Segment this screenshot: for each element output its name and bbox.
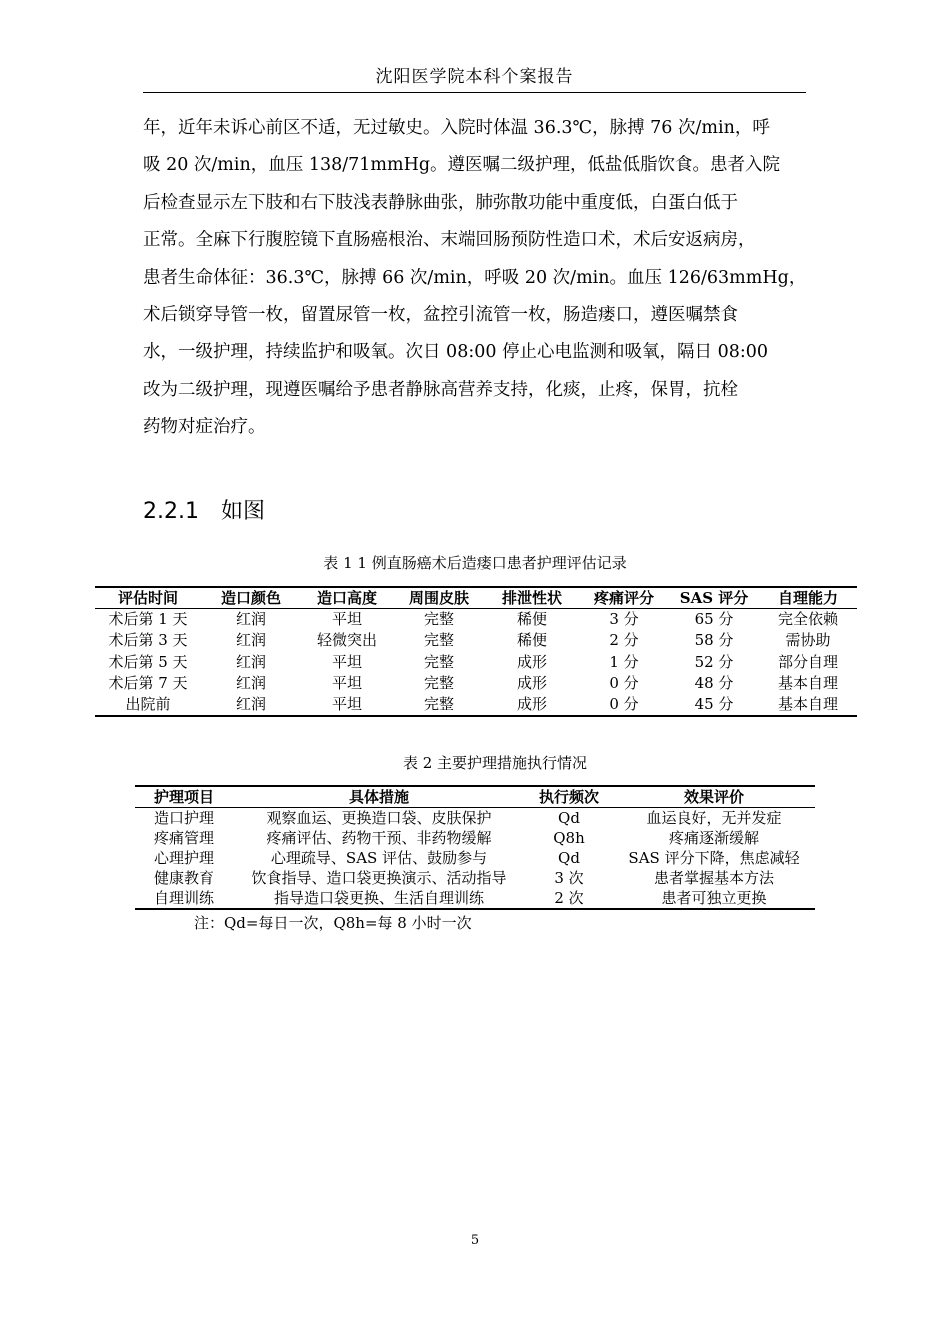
table-cell: 成形 (516, 652, 547, 671)
table-row (95, 673, 857, 694)
table-cell: SAS 评分下降，焦虑减轻 (628, 849, 800, 867)
table-cell: 3 次 (554, 869, 584, 887)
table-cell: 术后第 3 天 (108, 631, 188, 650)
table-header-row (135, 786, 815, 808)
table-cell: 疼痛管理 (153, 829, 214, 847)
table-cell: 3 分 (609, 610, 639, 628)
column-header: 执行频次 (525, 786, 613, 808)
column-header: 疼痛评分 (579, 587, 669, 609)
table-cell: 红润 (235, 673, 266, 692)
table-row (135, 808, 815, 829)
table-cell: Qd (558, 849, 580, 867)
table-cell: 完全依赖 (777, 610, 838, 628)
table-cell: 饮食指导、造口袋更换演示、活动指导 (251, 869, 507, 887)
table-cell: 52 分 (694, 652, 734, 671)
table-cell: 患者掌握基本方法 (653, 869, 774, 887)
table-cell: 心理疏导、SAS 评估、鼓励参与 (270, 849, 488, 867)
table-row (135, 848, 815, 868)
table-cell: 患者可独立更换 (613, 888, 815, 909)
table-cell: 完整 (423, 631, 454, 650)
table-row (95, 694, 857, 716)
table-cell: 0 分 (579, 694, 669, 716)
table-cell: 完整 (393, 694, 485, 716)
table-cell: 成形 (485, 694, 579, 716)
table-cell: 0 分 (609, 673, 639, 692)
page-header-title: 沈阳医学院本科个案报告 (375, 67, 574, 87)
column-header: 具体措施 (233, 786, 525, 808)
paragraph-line: 药物对症治疗。 (143, 417, 266, 438)
paragraph-line: 正常。全麻下行腹腔镜下直肠癌根治、末端回肠预防性造口术，术后安返病房， (143, 230, 756, 251)
section-heading (143, 496, 265, 528)
table-cell: 48 分 (694, 673, 734, 692)
column-header: 造口颜色 (201, 587, 301, 609)
paragraph-line: 吸 20 次/min，血压 138/71mmHg。遵医嘱二级护理，低盐低脂饮食。患者入院 (143, 155, 781, 176)
table-cell: 平坦 (331, 610, 362, 628)
table-cell: Q8h (553, 829, 585, 847)
table-cell: 58 分 (694, 631, 734, 650)
table-cell: 基本自理 (759, 694, 857, 716)
table-cell: 术后第 5 天 (108, 652, 188, 671)
table-cell: 稀便 (516, 631, 547, 650)
table-cell: 自理训练 (135, 888, 233, 909)
table-cell: 红润 (235, 652, 266, 671)
paragraph-line: 年，近年未诉心前区不适，无过敏史。入院时体温 36.3℃，脉搏 76 次/min，呼 (143, 118, 770, 138)
nursing-assessment-table (95, 586, 857, 717)
table-cell: 2 分 (609, 631, 639, 650)
table-cell: 红润 (235, 610, 266, 628)
table-cell: 完整 (423, 673, 454, 692)
table-row (95, 609, 857, 631)
table-row (95, 652, 857, 673)
column-header: 效果评价 (613, 786, 815, 808)
column-header: 自理能力 (759, 587, 857, 609)
table-cell: 红润 (201, 694, 301, 716)
nursing-measures-table (135, 785, 815, 910)
section-number: 2.2.1 (143, 499, 199, 524)
table-row (95, 630, 857, 651)
column-header: 护理项目 (135, 786, 233, 808)
table1-caption: 表 1 1 例直肠癌术后造瘘口患者护理评估记录 (323, 554, 627, 572)
table-row (135, 828, 815, 848)
table-cell: Qd (558, 809, 580, 827)
table-cell: 需协助 (785, 631, 831, 650)
paragraph-line: 改为二级护理，现遵医嘱给予患者静脉高营养支持，化痰，止疼，保胃，抗栓 (143, 379, 738, 400)
column-header: 造口高度 (301, 587, 393, 609)
page-number: 5 (470, 1233, 480, 1248)
table-cell: 心理护理 (153, 849, 214, 867)
table-cell: 65 分 (694, 610, 734, 628)
table-cell: 疼痛评估、药物干预、非药物缓解 (266, 829, 492, 847)
table-cell: 成形 (516, 673, 547, 692)
table-cell: 完整 (423, 610, 454, 628)
section-title: 如图 (220, 499, 265, 524)
table-cell: 造口护理 (153, 809, 214, 827)
case-paragraph (143, 110, 813, 447)
table-cell: 平坦 (331, 652, 362, 671)
table-cell: 疼痛逐渐缓解 (668, 829, 759, 847)
table-cell: 平坦 (301, 694, 393, 716)
table-footnote: 注：Qd=每日一次，Q8h=每 8 小时一次 (194, 914, 472, 932)
table2-caption: 表 2 主要护理措施执行情况 (402, 754, 588, 772)
table-cell: 观察血运、更换造口袋、皮肤保护 (266, 809, 492, 827)
column-header: SAS 评分 (669, 587, 759, 609)
table-cell: 术后第 1 天 (108, 610, 188, 628)
column-header: 评估时间 (95, 587, 201, 609)
paragraph-line: 术后锁穿导管一枚，留置尿管一枚，盆控引流管一枚，肠造瘘口，遵医嘱禁食 (143, 304, 738, 325)
column-header: 排泄性状 (485, 587, 579, 609)
table-cell: 完整 (423, 652, 454, 671)
table-cell: 健康教育 (153, 869, 214, 887)
paragraph-line: 水，一级护理，持续监护和吸氧。次日 08:00 停止心电监测和吸氧，隔日 08:00 (143, 342, 769, 363)
table-cell: 45 分 (669, 694, 759, 716)
table-row (135, 888, 815, 909)
paragraph-line: 患者生命体征：36.3℃，脉搏 66 次/min，呼吸 20 次/min。血压 126/63mmHg， (143, 267, 807, 288)
table-cell: 红润 (235, 631, 266, 650)
table-cell: 部分自理 (777, 652, 838, 671)
table-row (135, 868, 815, 888)
table-cell: 平坦 (331, 673, 362, 692)
table-cell: 轻微突出 (316, 631, 377, 650)
table-cell: 指导造口袋更换、生活自理训练 (233, 888, 525, 909)
header-divider (143, 92, 806, 93)
table-header-row (95, 587, 857, 609)
column-header: 周围皮肤 (393, 587, 485, 609)
table-cell: 2 次 (525, 888, 613, 909)
table-cell: 1 分 (609, 652, 639, 671)
table-cell: 出院前 (95, 694, 201, 716)
table-cell: 稀便 (516, 610, 547, 628)
table-cell: 基本自理 (777, 673, 838, 692)
table-cell: 术后第 7 天 (108, 673, 188, 692)
table-cell: 血运良好，无并发症 (646, 809, 782, 827)
paragraph-line: 后检查显示左下肢和右下肢浅表静脉曲张，肺弥散功能中重度低，白蛋白低于 (143, 192, 738, 213)
